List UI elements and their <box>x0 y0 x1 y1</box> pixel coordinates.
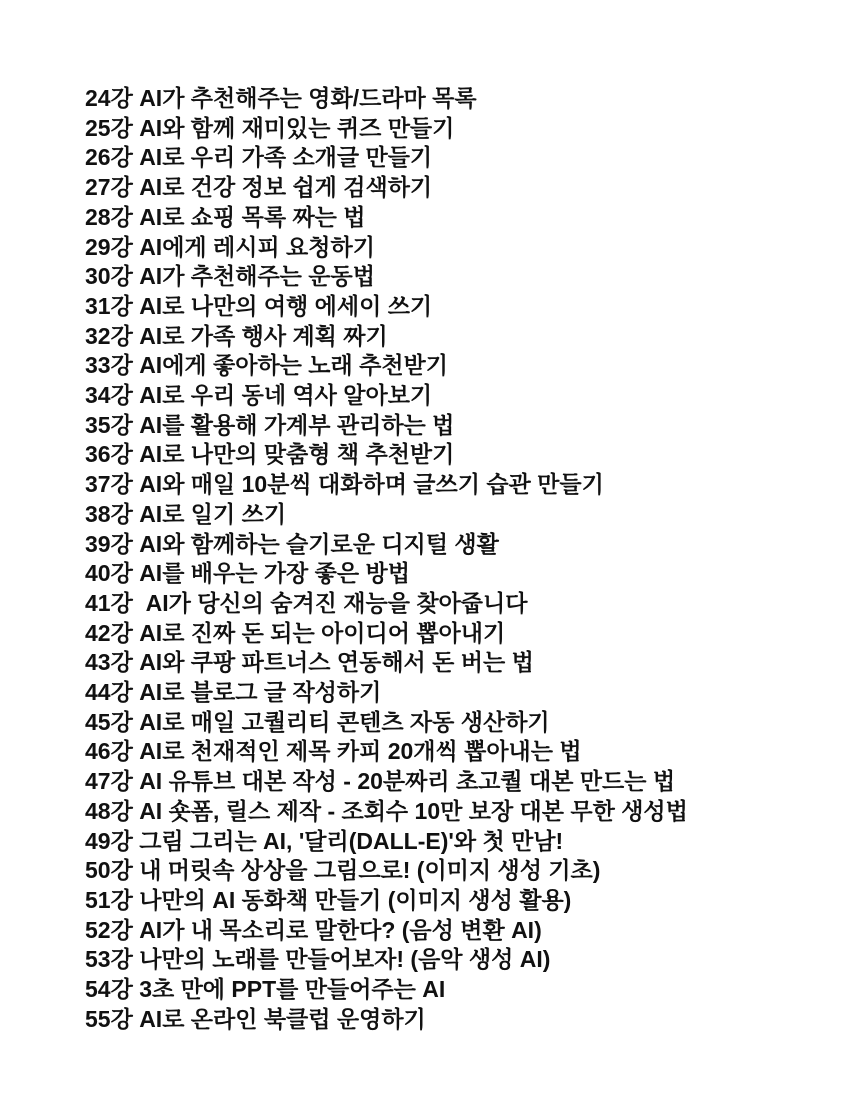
lecture-line-46: 46강 AI로 천재적인 제목 카피 20개씩 뽑아내는 법 <box>85 738 582 765</box>
lecture-line-42: 42강 AI로 진짜 돈 되는 아이디어 뽑아내기 <box>85 619 506 646</box>
lecture-line-36: 36강 AI로 나만의 맞춤형 책 추천받기 <box>85 441 455 468</box>
lecture-line-43: 43강 AI와 쿠팡 파트너스 연동해서 돈 버는 법 <box>85 649 534 676</box>
lecture-line-35: 35강 AI를 활용해 가계부 관리하는 법 <box>85 411 455 438</box>
lecture-line-32: 32강 AI로 가족 행사 계획 짜기 <box>85 322 388 349</box>
lecture-line-50: 50강 내 머릿속 상상을 그림으로! (이미지 생성 기초) <box>85 857 601 884</box>
lecture-line-55: 55강 AI로 온라인 북클럽 운영하기 <box>85 1005 426 1032</box>
lecture-line-44: 44강 AI로 블로그 글 작성하기 <box>85 679 382 706</box>
lecture-line-37: 37강 AI와 매일 10분씩 대화하며 글쓰기 습관 만들기 <box>85 471 604 498</box>
lecture-line-52: 52강 AI가 내 목소리로 말한다? (음성 변환 AI) <box>85 916 542 943</box>
lecture-line-28: 28강 AI로 쇼핑 목록 짜는 법 <box>85 203 366 230</box>
lecture-line-38: 38강 AI로 일기 쓰기 <box>85 500 287 527</box>
lecture-line-47: 47강 AI 유튜브 대본 작성 - 20분짜리 초고퀄 대본 만드는 법 <box>85 768 676 795</box>
lecture-line-31: 31강 AI로 나만의 여행 에세이 쓰기 <box>85 292 433 319</box>
lecture-line-25: 25강 AI와 함께 재미있는 퀴즈 만들기 <box>85 114 455 141</box>
lecture-line-41: 41강 AI가 당신의 숨겨진 재능을 찾아줍니다 <box>85 589 528 616</box>
lecture-line-53: 53강 나만의 노래를 만들어보자! (음악 생성 AI) <box>85 946 551 973</box>
lecture-line-49: 49강 그림 그리는 AI, '달리(DALL-E)'와 첫 만남! <box>85 827 564 854</box>
lecture-line-34: 34강 AI로 우리 동네 역사 알아보기 <box>85 382 433 409</box>
lecture-line-29: 29강 AI에게 레시피 요청하기 <box>85 233 375 260</box>
lecture-line-54: 54강 3초 만에 PPT를 만들어주는 AI <box>85 976 446 1003</box>
lecture-line-26: 26강 AI로 우리 가족 소개글 만들기 <box>85 144 433 171</box>
lecture-line-51: 51강 나만의 AI 동화책 만들기 (이미지 생성 활용) <box>85 886 572 913</box>
lecture-line-27: 27강 AI로 건강 정보 쉽게 검색하기 <box>85 174 433 201</box>
lecture-line-30: 30강 AI가 추천해주는 운동법 <box>85 263 375 290</box>
lecture-line-33: 33강 AI에게 좋아하는 노래 추천받기 <box>85 352 448 379</box>
lecture-list <box>85 84 830 1035</box>
lecture-line-45: 45강 AI로 매일 고퀄리티 콘텐츠 자동 생산하기 <box>85 708 550 735</box>
lecture-line-39: 39강 AI와 함께하는 슬기로운 디지털 생활 <box>85 530 499 557</box>
lecture-line-40: 40강 AI를 배우는 가장 좋은 방법 <box>85 560 410 587</box>
lecture-line-24: 24강 AI가 추천해주는 영화/드라마 목록 <box>85 85 477 111</box>
lecture-line-48: 48강 AI 숏폼, 릴스 제작 - 조회수 10만 보장 대본 무한 생성법 <box>85 797 688 824</box>
